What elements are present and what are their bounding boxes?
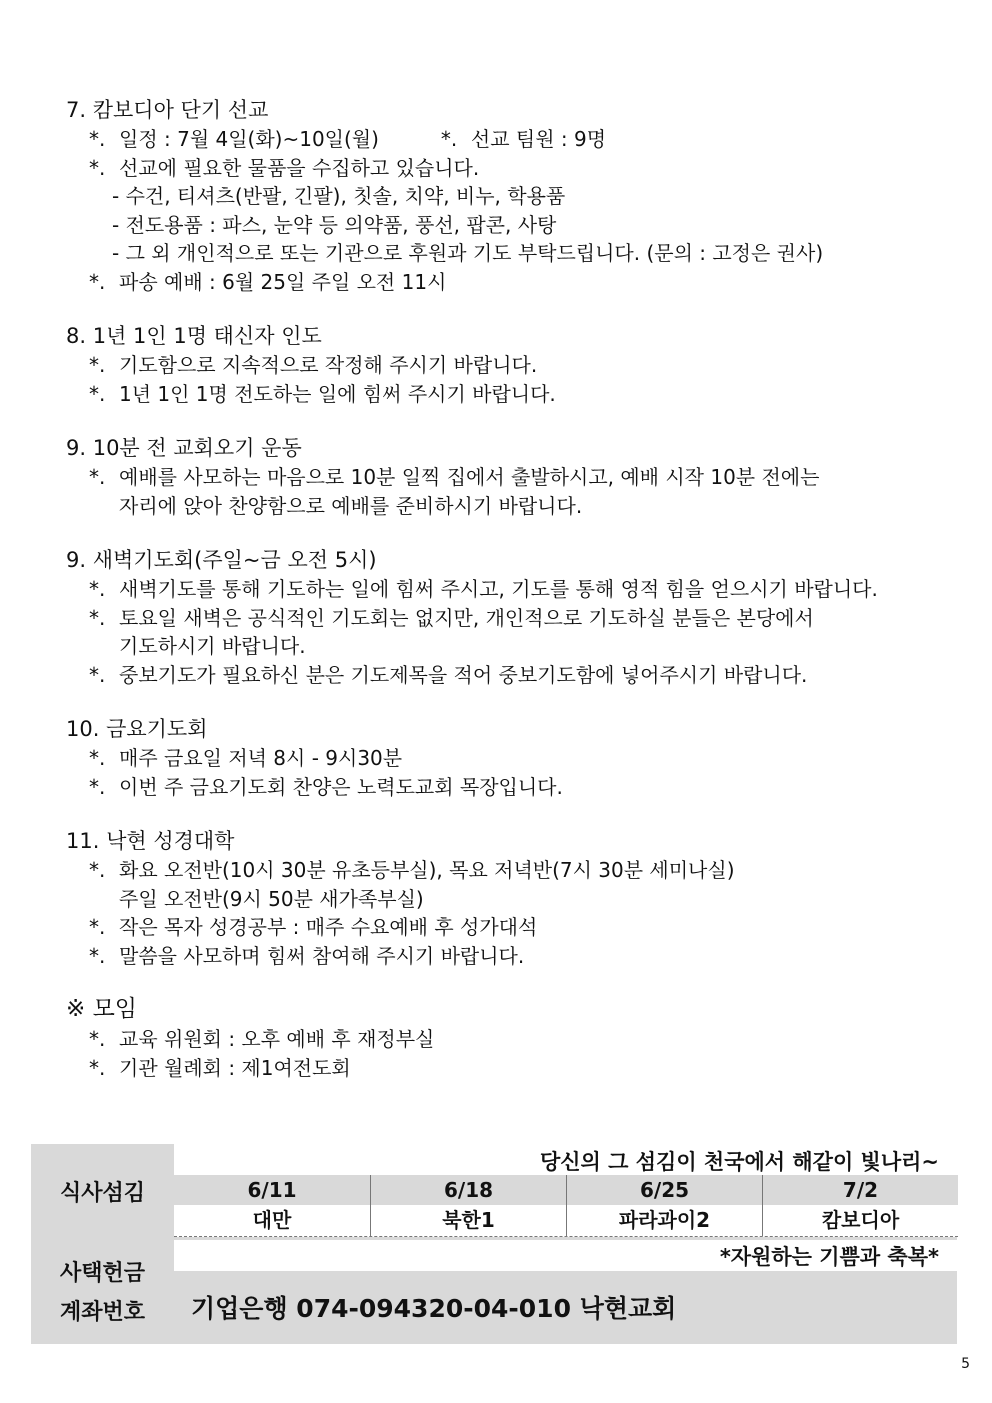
section-title: 7. 캄보디아 단기 선교 [66,98,269,122]
item-text: 예배를 사모하는 마음으로 10분 일찍 집에서 출발하시고, 예배 시작 10분 전에는 [119,465,820,489]
item-text: 새벽기도를 통해 기도하는 일에 힘써 주시고, 기도를 통해 영적 힘을 얻으시기 바랍니다. [119,577,878,601]
bullet-marker: *. [89,858,106,882]
bullet-marker: *. [89,465,106,489]
server-cell: 대만 [252,1208,292,1232]
meal-service-label: 식사섬김 [59,1181,145,1206]
bullet-marker: *. [89,155,106,180]
bullet-item [66,125,946,154]
bullet-item [66,1054,946,1083]
bank-account: 기업은행 074-094320-04-010 낙현교회 [191,1294,677,1323]
date-cell: 6/18 [370,1175,566,1205]
bullet-item [66,380,946,409]
page-number: 5 [961,1356,970,1372]
bullet-item [66,942,946,971]
section-title: ※ 모임 [66,996,138,1022]
bullet-marker: *. [89,746,106,770]
item-text: 말씀을 사모하며 힘써 참여해 주시기 바랍니다. [119,943,525,968]
item-text: 1년 1인 1명 전도하는 일에 힘써 주시기 바랍니다. [119,381,556,406]
offering-label: 사택헌금 [59,1261,145,1286]
continuation-line: 자리에 앉아 찬양함으로 예배를 준비하시기 바랍니다. [119,493,583,518]
section-title: 11. 낙현 성경대학 [66,829,235,853]
bullet-marker: *. [89,605,106,630]
date-cell: 7/2 [762,1175,958,1205]
bullet-item [66,856,946,885]
item-text: 교육 위원회 : 오후 예배 후 재정부실 [119,1027,435,1051]
item-text: 기관 월례회 : 제1여전도회 [119,1055,351,1080]
item-text: 기도함으로 지속적으로 작정해 주시기 바랍니다. [119,353,538,377]
bullet-marker: *. [89,1027,106,1051]
continuation-line: 기도하시기 바랍니다. [119,634,306,658]
item-text: 선교 팀원 : 9명 [470,127,607,151]
item-text: 화요 오전반(10시 30분 유초등부실), 목요 저녁반(7시 30분 세미나실) [119,858,735,882]
offering-tagline-bar [174,1240,957,1271]
section [66,545,946,689]
item-text: 매주 금요일 저녁 8시 - 9시30분 [119,746,403,770]
section-title: 8. 1년 1인 1명 태신자 인도 [66,324,322,348]
bullet-marker: *. [89,1055,106,1080]
server-cell: 캄보디아 [762,1205,958,1236]
bullet-marker: *. [89,915,106,939]
date-row [174,1175,958,1205]
bullet-item [66,773,946,802]
bullet-item [66,154,946,183]
bullet-item [66,268,946,297]
continuation-line: 주일 오전반(9시 50분 새가족부실) [119,886,424,911]
service-info-box [31,1144,957,1344]
account-label: 계좌번호 [59,1300,145,1325]
server-cell: 파라과이2 [566,1205,762,1236]
bullet-marker: *. [89,127,106,151]
bullet-item [66,744,946,773]
bullet-marker: *. [89,381,106,406]
bullet-marker: *. [89,943,106,968]
server-cell: 북한1 [370,1205,566,1236]
server-row [174,1205,958,1237]
bullet-item [66,604,946,633]
bullet-marker: *. [89,774,106,799]
bullet-marker: *. [89,269,106,294]
section [66,321,946,408]
item-text: 선교에 필요한 물품을 수집하고 있습니다. [119,155,480,180]
date-cell: 6/11 [247,1178,297,1202]
bullet-marker: *. [89,662,106,687]
section-title: 9. 새벽기도회(주일~금 오전 5시) [66,548,377,572]
sub-item: - 수건, 티셔츠(반팔, 긴팔), 칫솔, 치약, 비누, 학용품 [112,184,566,208]
section [66,993,946,1082]
item-text: 토요일 새벽은 공식적인 기도회는 없지만, 개인적으로 기도하실 분들은 본당에서 [119,605,814,630]
item-text: 작은 목자 성경공부 : 매주 수요예배 후 성가대석 [119,915,538,939]
bullet-marker: *. [89,577,106,601]
section-title: 9. 10분 전 교회오기 운동 [66,436,302,460]
bullet-item [66,463,946,492]
sub-item: - 그 외 개인적으로 또는 기관으로 후원과 기도 부탁드립니다. (문의 : 고정은 권사) [112,241,824,265]
section-title: 10. 금요기도회 [66,717,208,741]
slogan-bar [174,1144,957,1175]
bullet-item [66,1025,946,1054]
announcements [66,95,946,1107]
section [66,95,946,296]
section [66,433,946,520]
slogan-text: 당신의 그 섬김이 천국에서 해같이 빛나리~ [539,1150,939,1174]
date-cell: 6/25 [566,1175,762,1205]
bullet-item [66,661,946,690]
section [66,714,946,801]
section [66,826,946,970]
bullet-item [66,913,946,942]
bullet-marker: *. [89,353,106,377]
offering-tagline: *자원하는 기쁨과 축복* [719,1245,939,1269]
bullet-marker: *. [440,127,458,151]
item-text: 이번 주 금요기도회 찬양은 노력도교회 목장입니다. [119,774,563,799]
item-text: 중보기도가 필요하신 분은 기도제목을 적어 중보기도함에 넣어주시기 바랍니다. [119,662,808,687]
item-text: 파송 예배 : 6월 25일 주일 오전 11시 [119,269,447,294]
bullet-item [66,351,946,380]
sub-item: - 전도용품 : 파스, 눈약 등 의약품, 풍선, 팝콘, 사탕 [112,212,557,237]
bullet-item [66,575,946,604]
item-text: 일정 : 7월 4일(화)~10일(월) [119,127,379,151]
